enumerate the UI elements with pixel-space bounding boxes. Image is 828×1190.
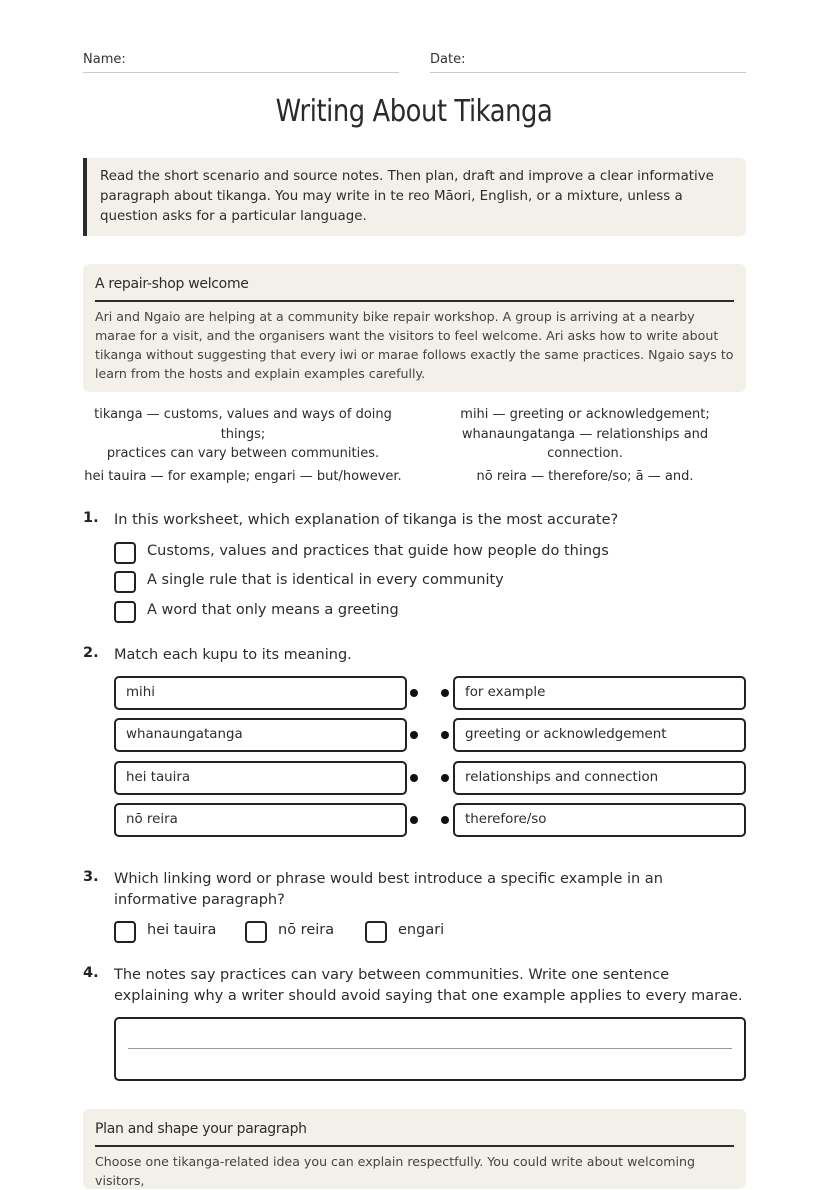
date-label: Date: — [430, 52, 466, 67]
q1-option-3-label: A word that only means a greeting — [147, 602, 399, 618]
checkbox[interactable] — [114, 542, 136, 564]
checkbox[interactable] — [114, 571, 136, 593]
match-dot-left[interactable] — [410, 774, 418, 782]
checkbox[interactable] — [365, 921, 387, 943]
checkbox[interactable] — [245, 921, 267, 943]
answer-field[interactable] — [114, 1017, 746, 1081]
match-dot-left[interactable] — [410, 816, 418, 824]
glossary-tikanga-line2: practices can vary between communities. — [106, 446, 380, 461]
match-right-therefore[interactable]: therefore/so — [453, 803, 746, 837]
page-title: Writing About Tikanga — [275, 94, 553, 129]
name-label: Name: — [83, 52, 126, 67]
plan-title: Plan and shape your paragraph — [95, 1121, 734, 1147]
glossary-mihi-line1: mihi — greeting or acknowledgement; — [460, 407, 710, 422]
question-1-text: In this worksheet, which explanation of tikanga is the most accurate? — [114, 512, 619, 528]
scenario-panel — [83, 264, 746, 392]
match-left-whanaungatanga[interactable]: whanaungatanga — [114, 718, 407, 752]
match-dot-right[interactable] — [441, 774, 449, 782]
match-dot-right[interactable] — [441, 689, 449, 697]
question-1-number: 1. — [83, 510, 99, 526]
q3-option-1[interactable] — [114, 921, 234, 943]
question-4 — [83, 965, 746, 1011]
question-2-text: Match each kupu to its meaning. — [114, 647, 352, 663]
plan-panel — [83, 1109, 746, 1189]
match-dot-left[interactable] — [410, 731, 418, 739]
glossary-hei-tauira: hei tauira — for example; engari — but/however. — [84, 469, 402, 484]
question-2-number: 2. — [83, 645, 99, 661]
scenario-body: Ari and Ngaio are helping at a community bike repair workshop. A group is arriving at a nearby marae for a visit, and the organisers want the visitors to feel welcome. Ari asks how to write about tikanga without suggesting that every iwi or marae follows exactly the same practices. Ngaio says to learn from the hosts and explain examples carefully. — [95, 309, 734, 381]
header-row — [83, 51, 746, 73]
glossary-mihi-line2: whanaungatanga — relationships and connection. — [461, 426, 709, 461]
checkbox[interactable] — [114, 601, 136, 623]
scenario-title: A repair-shop welcome — [95, 276, 734, 302]
q3-option-3-label: engari — [398, 922, 445, 938]
match-left-no-reira[interactable]: nō reira — [114, 803, 407, 837]
match-left-hei-tauira[interactable]: hei tauira — [114, 761, 407, 795]
answer-line — [128, 1048, 732, 1049]
match-right-greeting[interactable]: greeting or acknowledgement — [453, 718, 746, 752]
question-4-number: 4. — [83, 965, 99, 981]
match-right-relationships[interactable]: relationships and connection — [453, 761, 746, 795]
q3-option-2-label: nō reira — [278, 922, 335, 938]
q3-option-2[interactable] — [245, 921, 355, 943]
glossary-no-reira: nō reira — therefore/so; ā — and. — [476, 469, 694, 484]
q3-option-1-label: hei tauira — [147, 922, 217, 938]
match-dot-left[interactable] — [410, 689, 418, 697]
instructions-panel — [83, 158, 746, 236]
glossary-tikanga-line1: tikanga — customs, values and ways of doing things; — [94, 407, 392, 442]
plan-body: Choose one tikanga-related idea you can explain respectfully. You could write about welcoming visitors, — [95, 1154, 695, 1188]
date-field[interactable] — [430, 51, 746, 73]
glossary-tikanga — [83, 405, 403, 464]
glossary-mihi — [432, 405, 738, 464]
q1-option-1-label: Customs, values and practices that guide how people do things — [147, 543, 609, 559]
q1-option-2-label: A single rule that is identical in every community — [147, 572, 504, 588]
checkbox[interactable] — [114, 921, 136, 943]
match-dot-right[interactable] — [441, 816, 449, 824]
match-dot-right[interactable] — [441, 731, 449, 739]
question-4-text: The notes say practices can vary between communities. Write one sentence explaining why a writer should avoid saying that one example applies to every marae. — [114, 967, 743, 1004]
q3-option-3[interactable] — [365, 921, 465, 943]
match-right-for-example[interactable]: for example — [453, 676, 746, 710]
instructions-text: Read the short scenario and source notes. Then plan, draft and improve a clear informative paragraph about tikanga. You may write in te reo Māori, English, or a mixture, unless a question asks for a particular language. — [100, 169, 714, 224]
question-3-text: Which linking word or phrase would best introduce a specific example in an informative paragraph? — [114, 871, 663, 908]
question-3 — [83, 869, 746, 949]
question-1 — [83, 510, 746, 630]
match-left-mihi[interactable]: mihi — [114, 676, 407, 710]
question-3-number: 3. — [83, 869, 99, 885]
name-field[interactable] — [83, 51, 399, 73]
